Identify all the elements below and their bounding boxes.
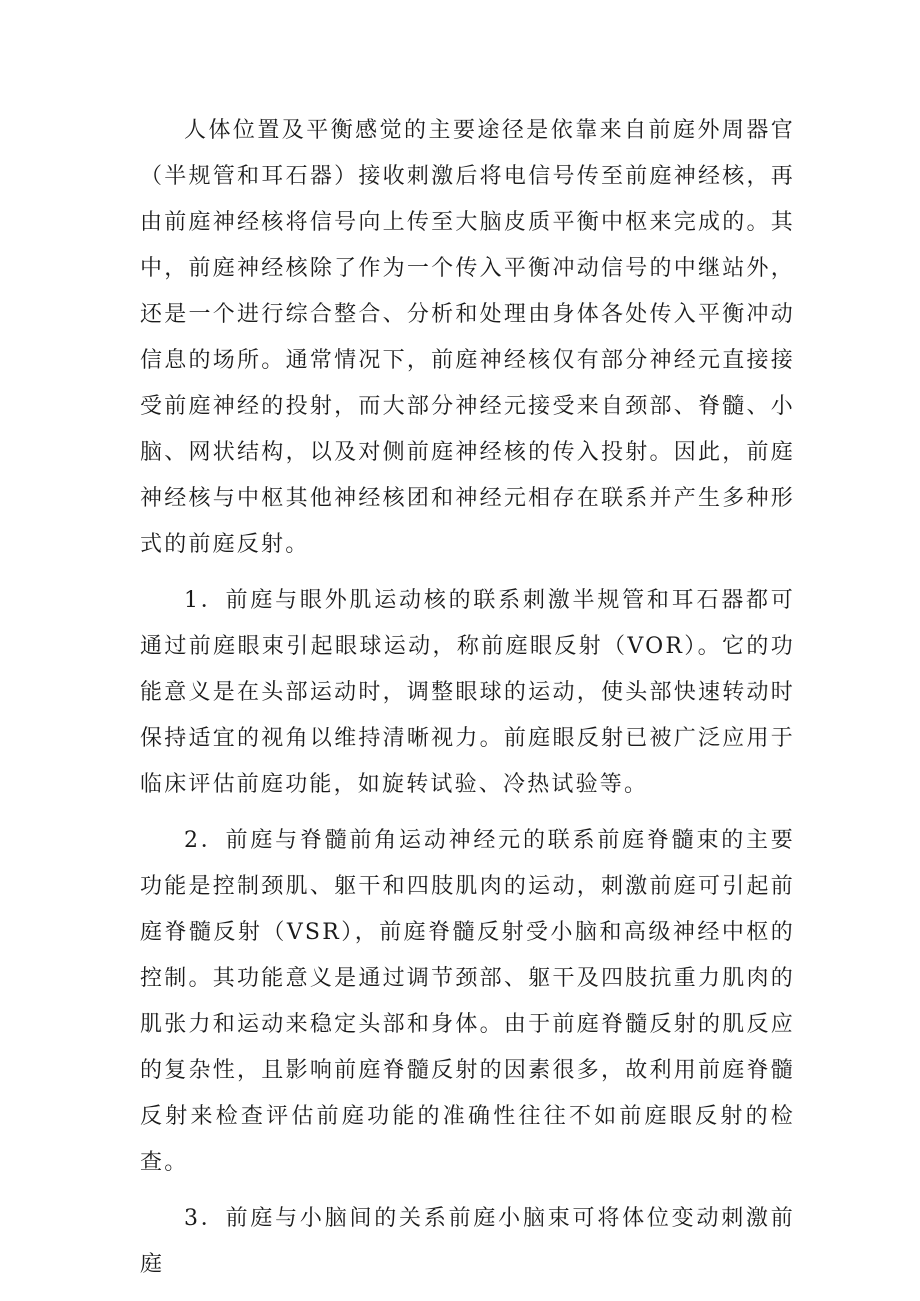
- document-body: [140, 108, 795, 1288]
- paragraph-cerebellum: 3．前庭与小脑间的关系前庭小脑束可将体位变动刺激前庭: [140, 1206, 795, 1277]
- paragraph-vor: 1．前庭与眼外肌运动核的联系刺激半规管和耳石器都可通过前庭眼束引起眼球运动，称前庭眼反射（VOR）。它的功能意义是在头部运动时，调整眼球的运动，使头部快速转动时保持适宜的视角以维持清晰视力。前庭眼反射已被广泛应用于临床评估前庭功能，如旋转试验、冷热试验等。: [140, 588, 795, 797]
- paragraph-intro: 人体位置及平衡感觉的主要途径是依靠来自前庭外周器官（半规管和耳石器）接收刺激后将电信号传至前庭神经核，再由前庭神经核将信号向上传至大脑皮质平衡中枢来完成的。其中，前庭神经核除了作为一个传入平衡冲动信号的中继站外，还是一个进行综合整合、分析和处理由身体各处传入平衡冲动信息的场所。通常情况下，前庭神经核仅有部分神经元直接接受前庭神经的投射，而大部分神经元接受来自颈部、脊髓、小脑、网状结构，以及对侧前庭神经核的传入投射。因此，前庭神经核与中枢其他神经核团和神经元相存在联系并产生多种形式的前庭反射。: [140, 118, 795, 557]
- paragraph-vsr: 2．前庭与脊髓前角运动神经元的联系前庭脊髓束的主要功能是控制颈肌、躯干和四肢肌肉的运动，刺激前庭可引起前庭脊髓反射（VSR），前庭脊髓反射受小脑和高级神经中枢的控制。其功能意义是通过调节颈部、躯干及四肢抗重力肌肉的肌张力和运动来稳定头部和身体。由于前庭脊髓反射的肌反应的复杂性，且影响前庭脊髓反射的因素很多，故利用前庭脊髓反射来检查评估前庭功能的准确性往往不如前庭眼反射的检查。: [140, 828, 795, 1175]
